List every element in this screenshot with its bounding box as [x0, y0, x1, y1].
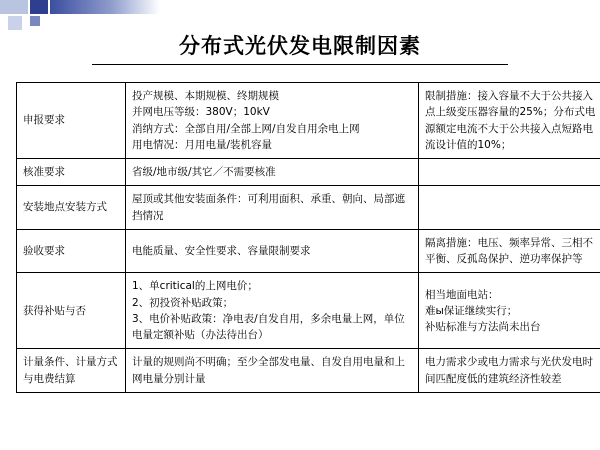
- row-label: [17, 349, 126, 393]
- deco-block-4: [30, 16, 40, 26]
- row-main: [126, 186, 419, 230]
- row-note: [419, 159, 600, 186]
- row-main-line: 1、单critical的上网电价；: [132, 280, 258, 293]
- table-row: [17, 83, 600, 159]
- table-row: [17, 349, 600, 393]
- row-main-line: 并网电压等级：380V；10kV: [132, 106, 270, 119]
- row-note: [419, 273, 600, 349]
- row-note: [419, 349, 600, 393]
- row-note-line: 补贴标准与方法尚未出台: [425, 321, 541, 334]
- row-main-line: 省级/地市级/其它／不需要核准: [132, 166, 276, 179]
- row-label-text: 安装地点安装方式: [23, 201, 107, 214]
- row-label-text: 获得补贴与否: [23, 304, 86, 317]
- table-row: [17, 229, 600, 273]
- row-label-text: 申报要求: [23, 114, 65, 127]
- row-note-line: 难ы保证继续实行；: [425, 304, 518, 317]
- requirements-table: [16, 82, 600, 393]
- row-main-line: 计量的规则尚不明确；至少全部发电量、自发自用电量和上网电量分别计量: [132, 356, 405, 385]
- table-row: [17, 186, 600, 230]
- row-label-text: 验收要求: [23, 244, 65, 257]
- row-note-line: 电力需求少或电力需求与光伏发电时间匹配度低的建筑经济性较差: [425, 356, 593, 385]
- row-label: [17, 83, 126, 159]
- row-main-line: 屋顶或其他安装面条件：可利用面积、承重、朝向、局部遮挡情况: [132, 193, 405, 222]
- row-label: [17, 159, 126, 186]
- row-main: [126, 159, 419, 186]
- row-main: [126, 229, 419, 273]
- row-label-text: 计量条件、计量方式与电费结算: [23, 356, 118, 385]
- table-row: [17, 273, 600, 349]
- deco-block-2: [30, 0, 48, 14]
- row-note-line: 隔离措施：电压、频率异常、三相不平衡、反孤岛保护、逆功率保护等: [425, 236, 593, 266]
- row-note: [419, 229, 600, 273]
- row-label-text: 核准要求: [23, 166, 65, 179]
- title-underline: [92, 64, 508, 65]
- row-label: [17, 229, 126, 273]
- row-note: [419, 186, 600, 230]
- row-main-line: 电能质量、安全性要求、容量限制要求: [132, 244, 311, 257]
- table-row: [17, 159, 600, 186]
- row-main: [126, 349, 419, 393]
- deco-block-1: [0, 0, 28, 14]
- row-label: [17, 186, 126, 230]
- row-main-line: 投产规模、本期规模、终期规模: [132, 90, 279, 102]
- row-main-line: 2、初投资补贴政策；: [132, 296, 234, 309]
- corner-decoration: [0, 0, 180, 30]
- row-main-line: 用电情况：月用电量/装机容量: [132, 138, 273, 151]
- row-note-line: 相当地面电站：: [425, 288, 499, 301]
- row-main: [126, 83, 419, 159]
- deco-block-3: [8, 16, 22, 30]
- deco-gradient-bar: [50, 0, 160, 14]
- row-main-line: 3、电价补贴政策：净电表/自发自用，多余电量上网，单位电量定额补贴（办法待出台）: [132, 312, 405, 342]
- row-main: [126, 273, 419, 349]
- row-note: [419, 83, 600, 159]
- page-title: 分布式光伏发电限制因素: [179, 34, 421, 58]
- row-main-line: 消纳方式：全部自用/全部上网/自发自用余电上网: [132, 122, 360, 135]
- row-label: [17, 273, 126, 349]
- row-note-line: 限制措施：接入容量不大于公共接入点上级变压器容量的25%；分布式电源额定电流不大于公共接入点短路电流设计值的10%；: [425, 90, 596, 151]
